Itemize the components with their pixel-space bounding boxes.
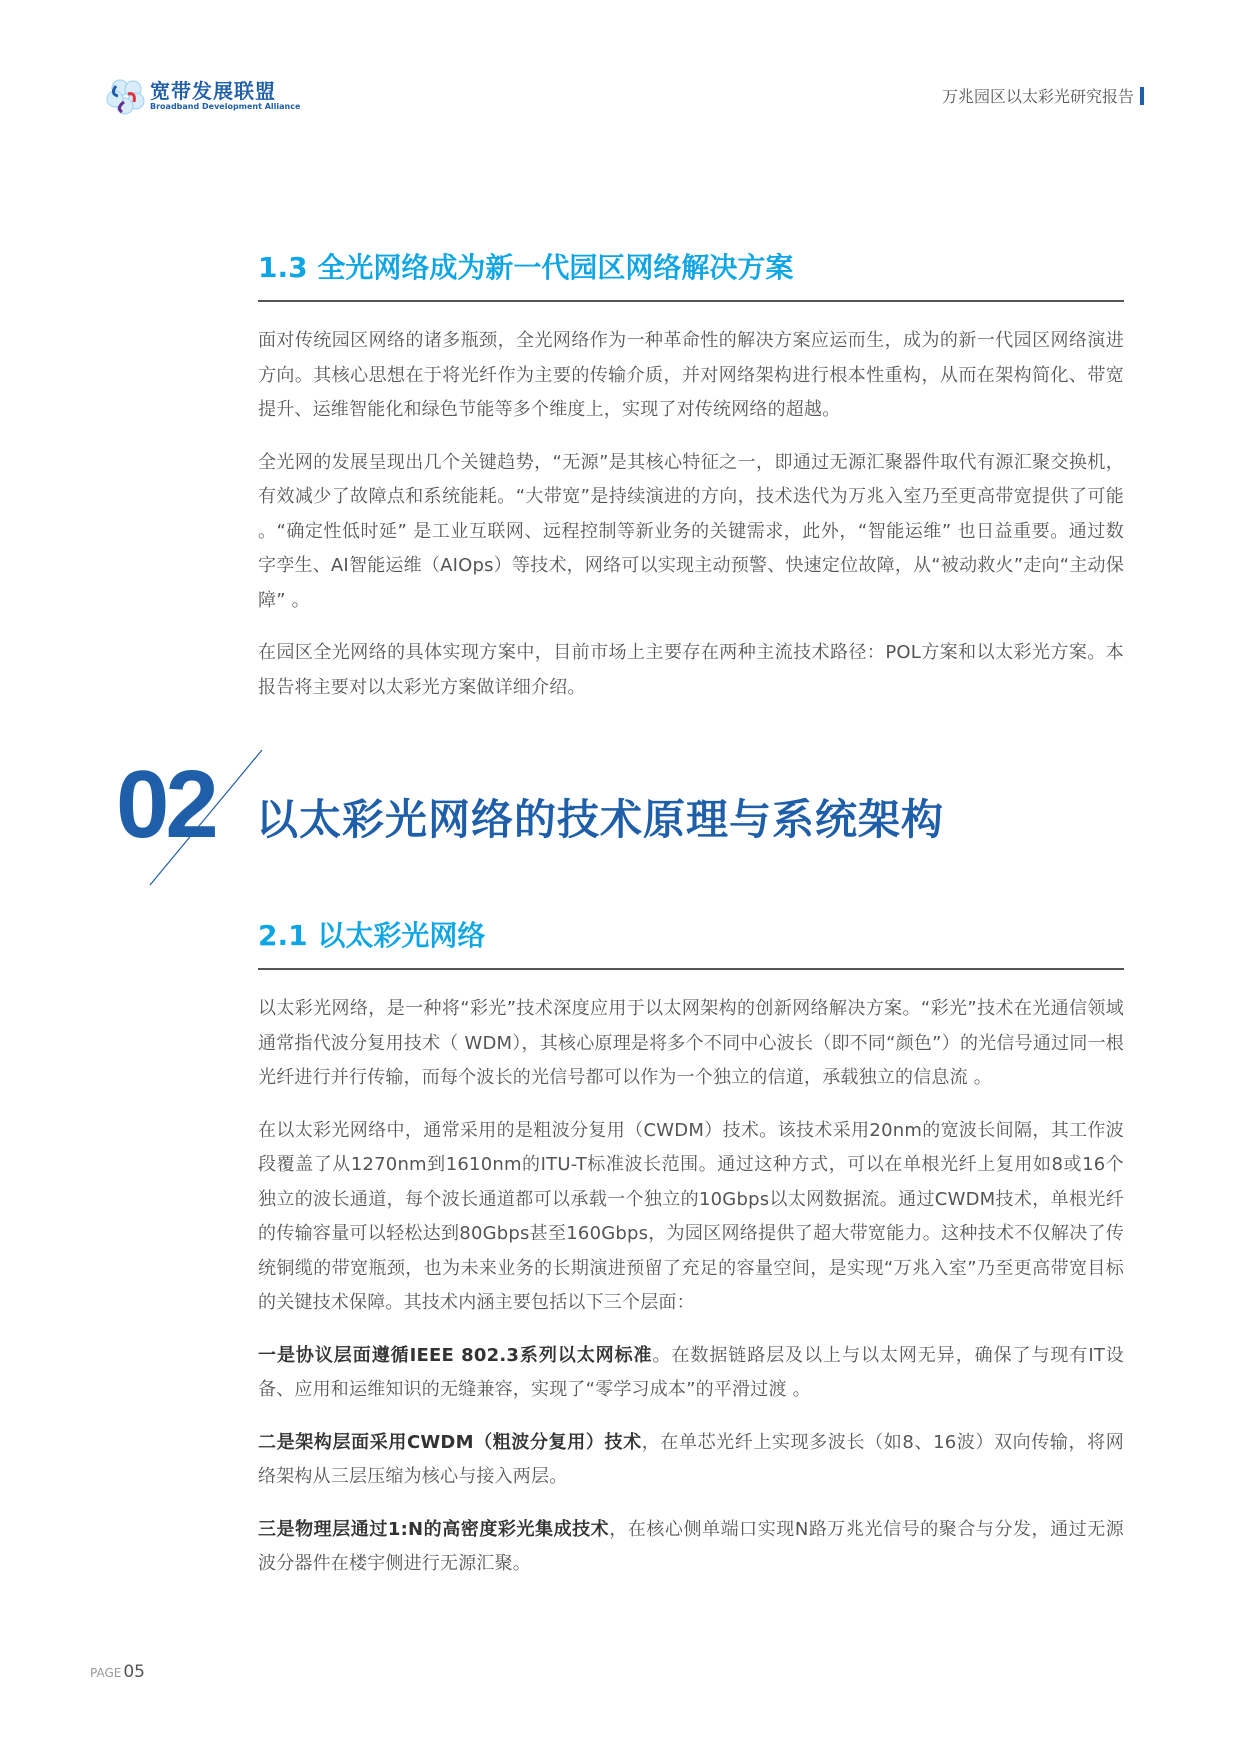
chapter-heading bbox=[116, 750, 1016, 890]
point-text: ，在单芯光纤上实现多波长（如8、16波）双向传输，将网络架构从三层压缩为核心与接入两层。 bbox=[258, 1431, 1124, 1487]
point-text: 。在数据链路层及以上与以太网无异，确保了与现有IT设备、应用和运维知识的无缝兼容，实现了“零学习成本”的平滑过渡 。 bbox=[258, 1344, 1124, 1400]
logo-chinese-name: 宽带发展联盟 bbox=[150, 79, 276, 103]
chapter-title: 以太彩光网络的技术原理与系统架构 bbox=[256, 795, 945, 844]
logo-english-name: Broadband Development Alliance bbox=[150, 102, 301, 111]
page-number: 05 bbox=[123, 1662, 145, 1682]
point-item bbox=[258, 1513, 1124, 1582]
section-title: 2.1 以太彩光网络 bbox=[258, 919, 486, 952]
point-heading: 一是协议层面遵循IEEE 802.3系列以太网标准 bbox=[258, 1344, 653, 1366]
section-divider bbox=[258, 300, 1124, 302]
page-label: PAGE bbox=[90, 1666, 122, 1680]
point-heading: 二是架构层面采用CWDM（粗波分复用）技术 bbox=[258, 1431, 642, 1453]
section-2-1 bbox=[258, 916, 1124, 1582]
section-title: 1.3 全光网络成为新一代园区网络解决方案 bbox=[258, 251, 794, 284]
alliance-logo-icon bbox=[106, 76, 146, 116]
paragraph: 面对传统园区网络的诸多瓶颈，全光网络作为一种革命性的解决方案应运而生，成为的新一代园区网络演进方向。其核心思想在于将光纤作为主要的传输介质，并对网络架构进行根本性重构，从而在架构简化、带宽提升、运维智能化和绿色节能等多个维度上，实现了对传统网络的超越。 bbox=[258, 330, 1124, 420]
paragraph: 在园区全光网络的具体实现方案中，目前市场上主要存在两种主流技术路径：POL方案和以太彩光方案。本报告将主要对以太彩光方案做详细介绍。 bbox=[258, 642, 1124, 698]
paragraph: 全光网的发展呈现出几个关键趋势，“无源”是其核心特征之一，即通过无源汇聚器件取代有源汇聚交换机，有效减少了故障点和系统能耗。“大带宽”是持续演进的方向，技术迭代为万兆入室乃至更高带宽提供了可能 。“确定性低时延” 是工业互联网、远程控制等新业务的关键需求，此外，“智能运维” 也日益重要。通过数字孪生、AI智能运维（AIOps）等技术，网络可以实现主动预警、快速定位故障，从“被动救火”走向“主动保障” 。 bbox=[258, 451, 1124, 611]
report-title bbox=[942, 84, 1144, 107]
title-accent-bar bbox=[1140, 87, 1144, 105]
chapter-number: 02 bbox=[116, 751, 215, 858]
report-title-text: 万兆园区以太彩光研究报告 bbox=[941, 87, 1134, 106]
section-1-3 bbox=[258, 248, 1124, 705]
point-item bbox=[258, 1339, 1124, 1408]
paragraph: 以太彩光网络，是一种将“彩光”技术深度应用于以太网架构的创新网络解决方案。“彩光”技术在光通信领域通常指代波分复用技术（ WDM），其核心原理是将多个不同中心波长（即不同“颜色”）的光信号通过同一根光纤进行并行传输，而每个波长的光信号都可以作为一个独立的信道，承载独立的信息流 。 bbox=[258, 998, 1124, 1088]
point-item bbox=[258, 1426, 1124, 1495]
page-footer bbox=[90, 1662, 145, 1682]
point-heading: 三是物理层通过1:N的高密度彩光集成技术 bbox=[258, 1518, 610, 1540]
paragraph: 在以太彩光网络中，通常采用的是粗波分复用（CWDM）技术。该技术采用20nm的宽波长间隔，其工作波段覆盖了从1270nm到1610nm的ITU-T标准波长范围。通过这种方式，可以在单根光纤上复用如8或16个独立的波长通道，每个波长通道都可以承载一个独立的10Gbps以太网数据流。通过CWDM技术，单根光纤的传输容量可以轻松达到80Gbps甚至160Gbps，为园区网络提供了超大带宽能力。这种技术不仅解决了传统铜缆的带宽瓶颈，也为未来业务的长期演进预留了充足的容量空间，是实现“万兆入室”乃至更高带宽目标的关键技术保障。其技术内涵主要包括以下三个层面： bbox=[258, 1119, 1124, 1313]
section-divider bbox=[258, 968, 1124, 970]
point-text: ，在核心侧单端口实现N路万兆光信号的聚合与分发，通过无源波分器件在楼宇侧进行无源汇聚。 bbox=[258, 1518, 1124, 1574]
header-logo bbox=[106, 76, 300, 116]
